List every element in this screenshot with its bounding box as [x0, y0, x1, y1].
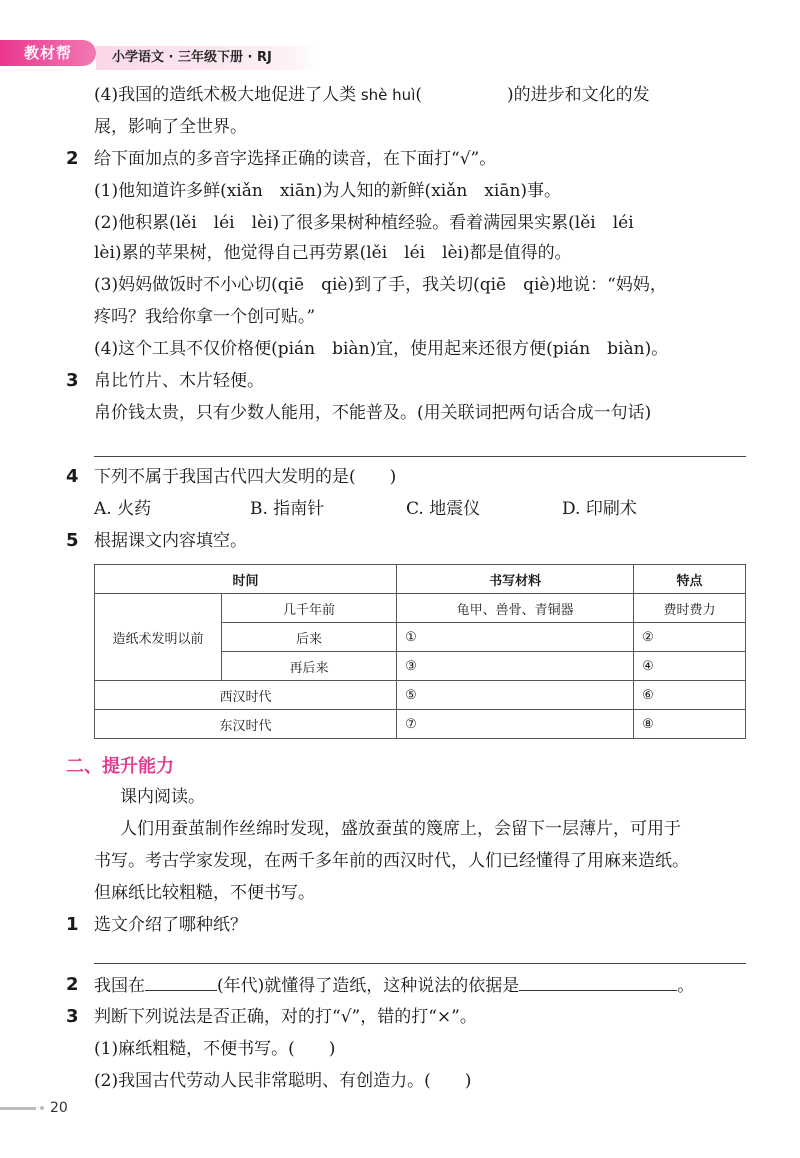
q2-stem: 给下面加点的多音字选择正确的读音，在下面打“√”。 [94, 149, 497, 169]
q4-part4-line2: 展，影响了全世界。 [94, 117, 247, 137]
header-feature: 特点 [634, 565, 746, 594]
feature-cell[interactable]: ⑧ [634, 710, 746, 739]
material-cell[interactable]: ⑦ [397, 710, 634, 739]
subject-title: 小学语文 · 三年级下册 · RJ [96, 46, 318, 70]
brand-badge: 教材帮 [0, 40, 96, 66]
period-cell: 再后来 [222, 652, 397, 681]
period-cell: 东汉时代 [95, 710, 397, 739]
answer-line[interactable] [94, 963, 746, 964]
q2-item-4: (4)这个工具不仅价格便(pián biàn)宜，使用起来还很方便(pián biàn)。 [94, 339, 669, 359]
header-time: 时间 [95, 565, 397, 594]
q3-line2: 帛价钱太贵，只有少数人能用，不能普及。(用关联词把两句话合成一句话) [94, 403, 652, 423]
section-title: 二、提升能力 [66, 756, 174, 777]
option-b: B. 指南针 [250, 499, 325, 519]
passage-line-3: 但麻纸比较粗糙，不便书写。 [94, 883, 315, 903]
page-footer [0, 1100, 68, 1116]
group-label: 造纸术发明以前 [95, 594, 222, 681]
s2-q3-item-2: (2)我国古代劳动人民非常聪明、有创造力。( ) [94, 1071, 472, 1091]
question-number: 1 [66, 914, 79, 935]
period-cell: 后来 [222, 623, 397, 652]
s2-q3-stem: 判断下列说法是否正确，对的打“√”，错的打“×”。 [94, 1007, 477, 1027]
q2-item-2a: (2)他积累(lěi léi lèi)了很多果树种植经验。看着满园果实累(lěi léi [94, 213, 634, 233]
s2-q3-item-1: (1)麻纸粗糙，不便书写。( ) [94, 1039, 336, 1059]
question-number: 3 [66, 370, 79, 391]
q2-item-2b: lèi)累的苹果树，他觉得自己再劳累(lěi léi lèi)都是值得的。 [94, 243, 572, 263]
option-a: A. 火药 [94, 499, 152, 519]
material-cell[interactable]: ③ [397, 652, 634, 681]
s2-q2-text: 我国在 (年代)就懂得了造纸，这种说法的依据是 。 [94, 972, 694, 999]
passage-line-2: 书写。考古学家发现，在两千多年前的西汉时代，人们已经懂得了用麻来造纸。 [94, 851, 689, 871]
question-number: 5 [66, 530, 79, 551]
s2-q1-text: 选文介绍了哪种纸？ [94, 915, 247, 935]
feature-cell[interactable]: ⑥ [634, 681, 746, 710]
passage-line-1: 人们用蚕茧制作丝绵时发现，盛放蚕茧的篾席上，会留下一层薄片，可用于 [120, 819, 681, 839]
material-cell[interactable]: ① [397, 623, 634, 652]
q3-line1: 帛比竹片、木片轻便。 [94, 371, 264, 391]
q2-item-1: (1)他知道许多鲜(xiǎn xiān)为人知的新鲜(xiǎn xiān)事。 [94, 181, 562, 201]
footer-dot [40, 1106, 44, 1110]
page-number: 20 [50, 1100, 68, 1116]
fill-table [94, 564, 746, 739]
blank[interactable] [519, 972, 677, 991]
section-intro: 课内阅读。 [120, 787, 205, 807]
feature-cell: 费时费力 [634, 594, 746, 623]
option-c: C. 地震仪 [406, 499, 481, 519]
question-number: 2 [66, 148, 79, 169]
period-cell: 西汉时代 [95, 681, 397, 710]
q5-stem: 根据课文内容填空。 [94, 531, 247, 551]
q4-stem: 下列不属于我国古代四大发明的是( ) [94, 467, 397, 487]
q2-item-3a: (3)妈妈做饭时不小心切(qiē qiè)到了手，我关切(qiē qiè)地说：“妈妈， [94, 275, 667, 295]
option-d: D. 印刷术 [562, 499, 637, 519]
question-number: 2 [66, 974, 79, 995]
footer-bar [0, 1107, 36, 1110]
material-cell[interactable]: ⑤ [397, 681, 634, 710]
material-cell: 龟甲、兽骨、青铜器 [397, 594, 634, 623]
feature-cell[interactable]: ④ [634, 652, 746, 681]
blank[interactable] [145, 972, 217, 991]
period-cell: 几千年前 [222, 594, 397, 623]
header-material: 书写材料 [397, 565, 634, 594]
feature-cell[interactable]: ② [634, 623, 746, 652]
q2-item-3b: 疼吗？我给你拿一个创可贴。” [94, 307, 316, 327]
question-number: 3 [66, 1006, 79, 1027]
q4-part4-line1: (4)我国的造纸术极大地促进了人类 shè huì( )的进步和文化的发 [94, 85, 650, 105]
answer-line[interactable] [94, 456, 746, 457]
question-number: 4 [66, 466, 79, 487]
